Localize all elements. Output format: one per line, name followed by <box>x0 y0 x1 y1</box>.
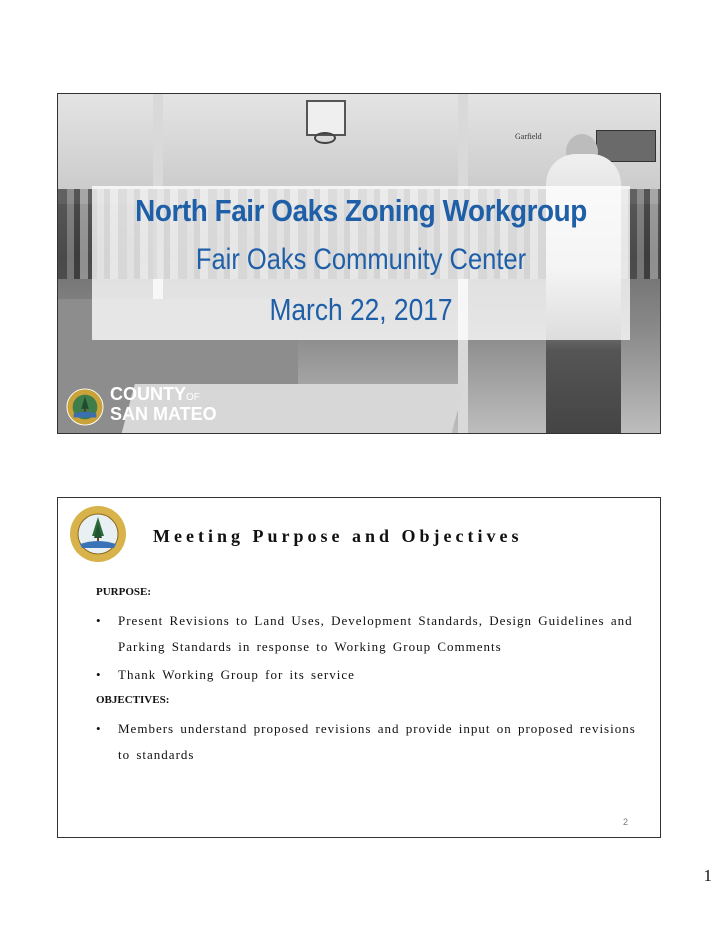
basketball-hoop <box>314 132 336 144</box>
page-number: 1 <box>703 866 712 885</box>
county-logo-name: SAN MATEO <box>110 404 217 424</box>
county-logo <box>110 386 217 423</box>
bullet: • <box>96 667 102 682</box>
objectives-heading: OBJECTIVES: <box>96 694 170 706</box>
slide-title: Meeting Purpose and Objectives <box>153 526 523 546</box>
objectives-slide <box>57 497 661 838</box>
slide-number: 2 <box>622 817 628 827</box>
county-seal-icon <box>68 504 128 564</box>
title-slide <box>57 93 661 434</box>
title-overlay <box>92 186 630 340</box>
list-item <box>96 608 636 660</box>
county-logo-county: COUNTY <box>110 384 186 404</box>
slide-body <box>96 586 636 770</box>
slide-subtitle: Fair Oaks Community Center <box>195 243 527 276</box>
slide-title: North Fair Oaks Zoning Workgroup <box>135 193 587 228</box>
bullet: • <box>96 721 102 736</box>
list-item <box>96 662 636 688</box>
wall-sign-text: Garfield <box>515 132 542 141</box>
basketball-backboard <box>306 100 346 136</box>
county-logo-of: OF <box>186 392 200 403</box>
list-item <box>96 716 636 768</box>
bullet: • <box>96 613 102 628</box>
objectives-item-text: Members understand proposed revisions and provide input on proposed revisions to standards <box>118 721 636 762</box>
county-seal-icon <box>66 388 104 426</box>
purpose-item-text: Thank Working Group for its service <box>118 667 355 682</box>
purpose-heading: PURPOSE: <box>96 586 151 598</box>
slide-date: March 22, 2017 <box>269 292 453 327</box>
purpose-item-text: Present Revisions to Land Uses, Development Standards, Design Guidelines and Parking Standards in response to Working Group Comments <box>118 613 633 654</box>
